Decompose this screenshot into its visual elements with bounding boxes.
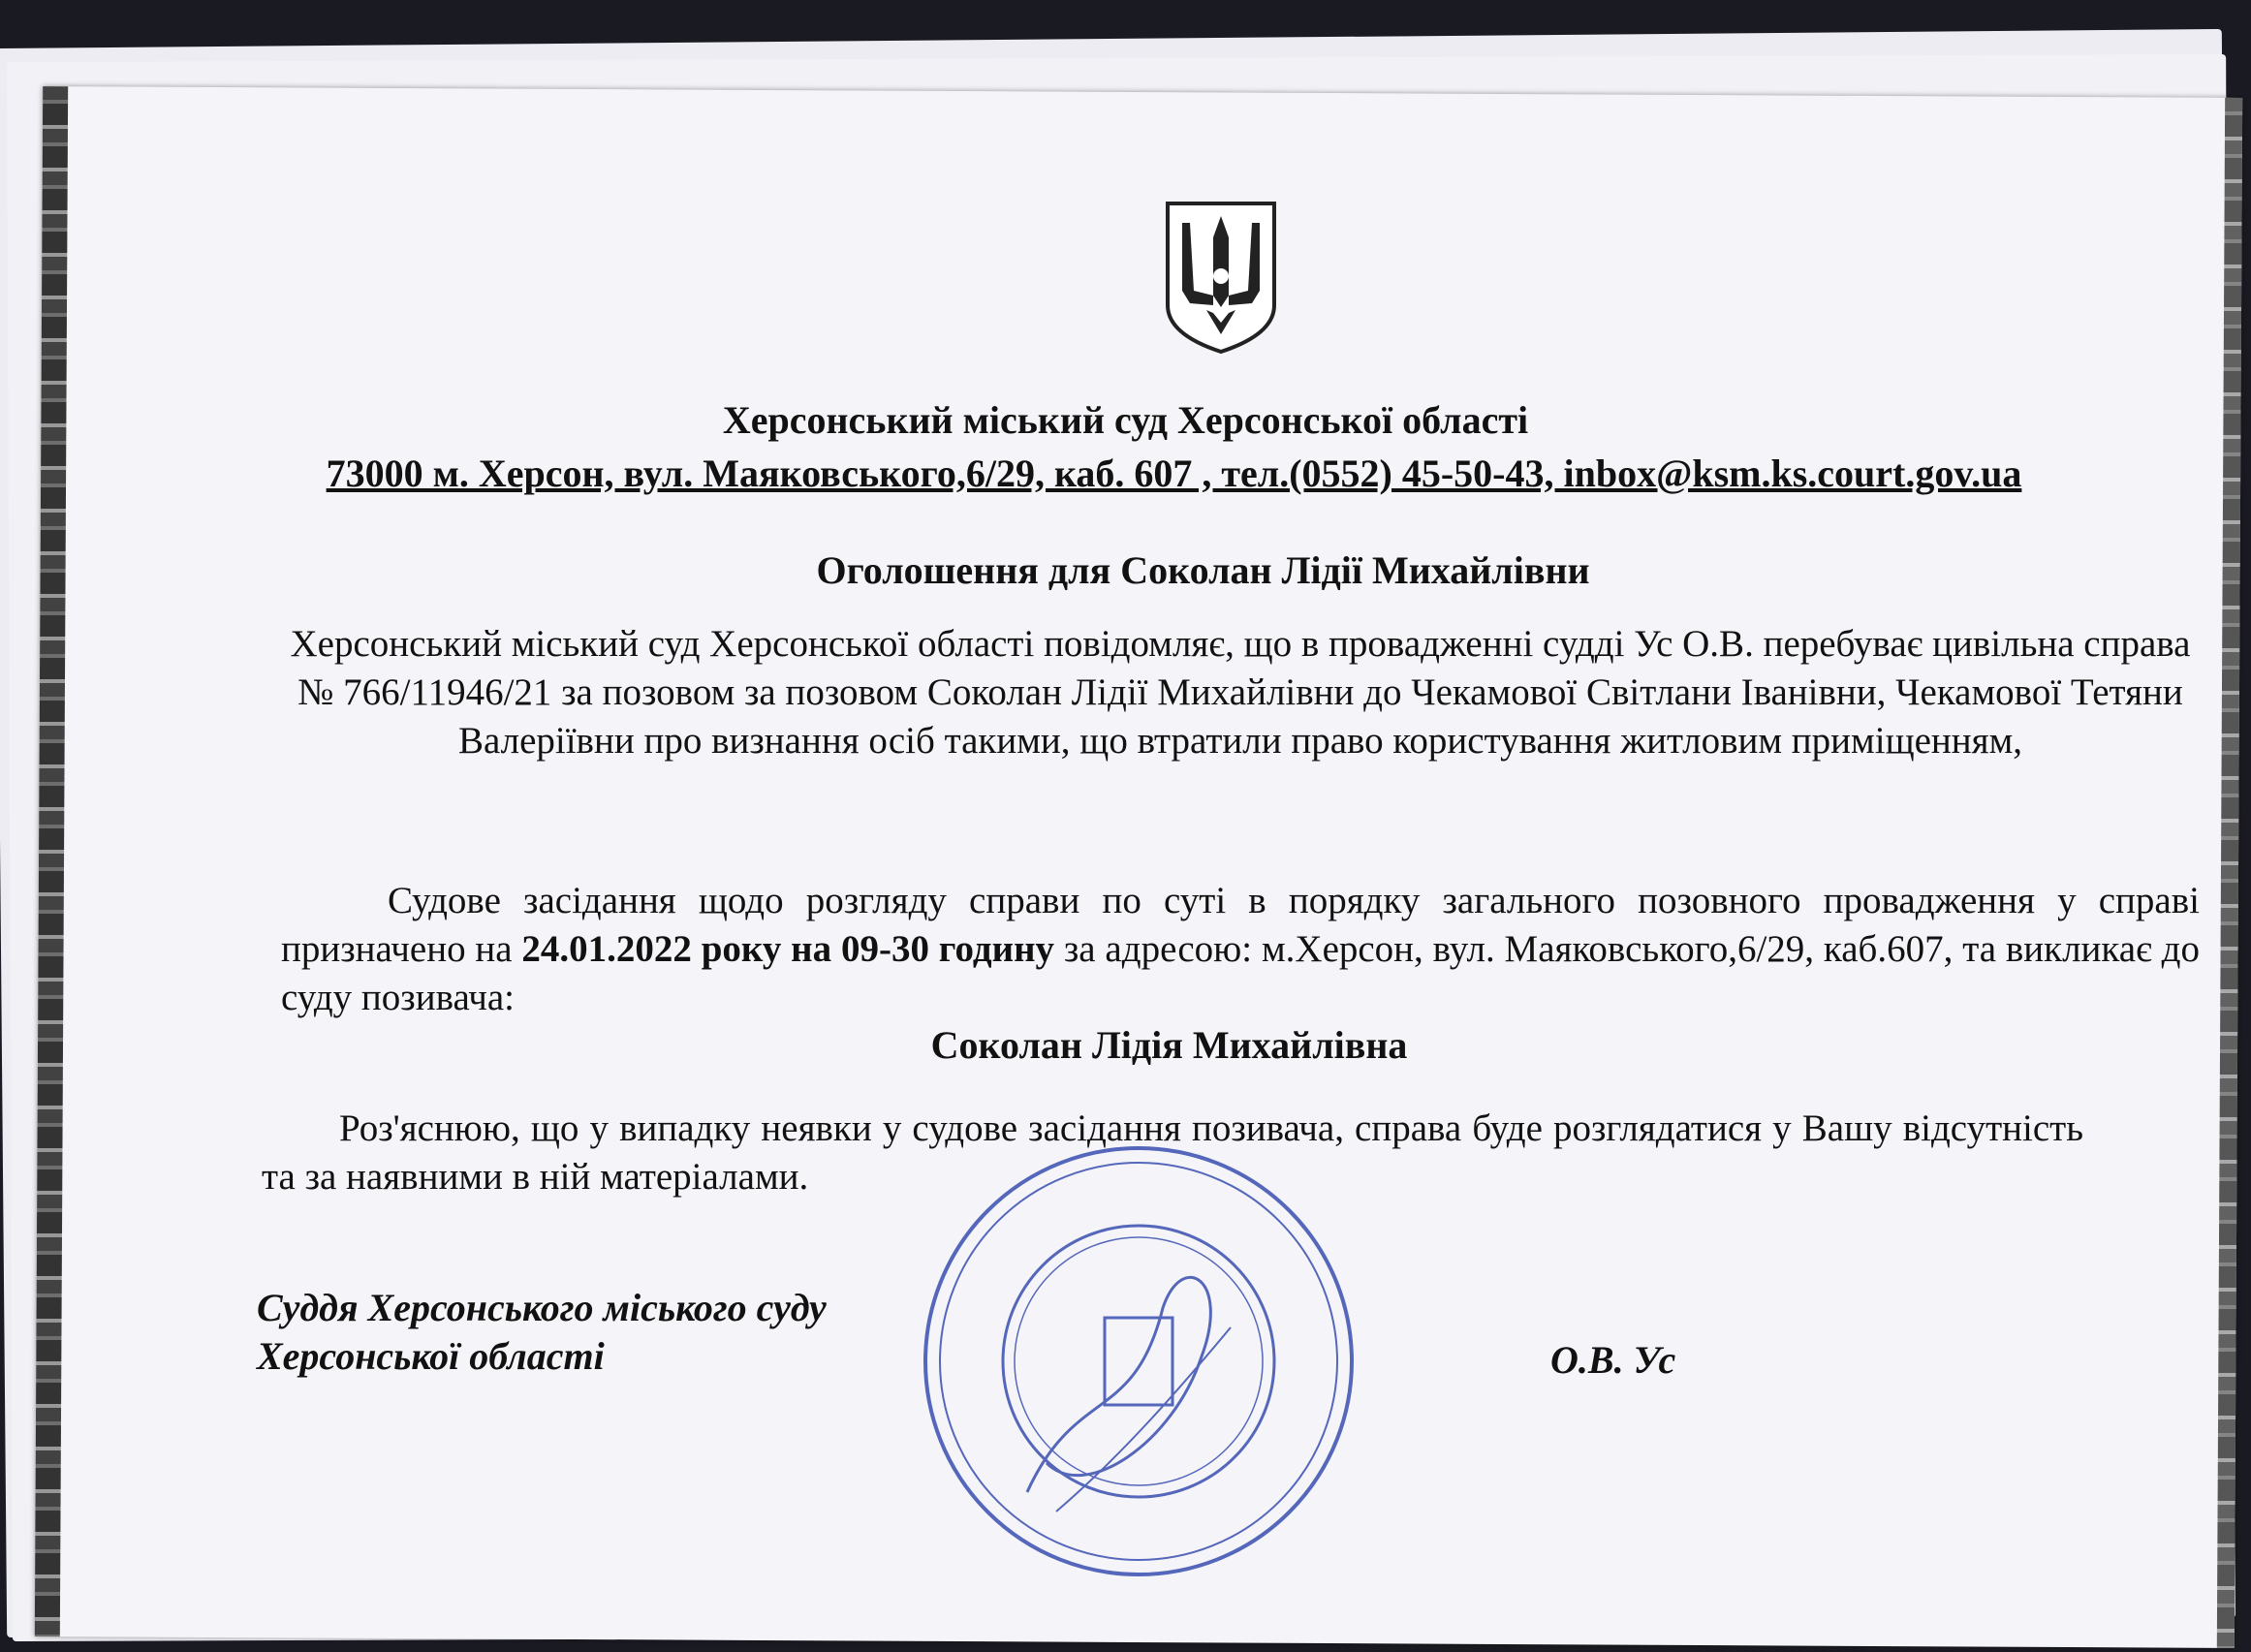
hearing-text-start: Судове засідання щодо розгляду справи по суті в порядку загального позовного провадження у справі призначено на (281, 880, 2200, 970)
court-address: 73000 м. Херсон, вул. Маяковського,6/29, каб. 607 , тел.(0552) 45-50-43, inbox@ksm.ks.court.gov.ua (326, 452, 2022, 495)
court-seal (911, 1134, 1366, 1589)
hearing-text-end: за адресою: м.Херсон, вул. Маяковського,6/29, каб.607, та викликає до суду позивача: (281, 928, 2200, 1018)
clarification-text: Роз'яснюю, що у випадку неявки у судове засідання позивача, справа буде розглядатися у Вашу відсутність та за наявними в ній матеріалами. (262, 1107, 2083, 1198)
plaintiff-name: Соколан Лідія Михайлівна (930, 1023, 1408, 1067)
announcement-title: Оголошення для Соколан Лідії Михайлівни (816, 548, 1590, 592)
announcement-paragraph-2 (281, 877, 2200, 1022)
court-title: Херсонський міський суд Херсонської області (722, 398, 1529, 442)
tryzub-icon (1163, 199, 1279, 354)
scan-edge-right (2217, 98, 2242, 1648)
signature-role (257, 1284, 827, 1381)
hearing-date: 24.01.2022 року на 09-30 годину (521, 928, 1055, 970)
announcement-paragraph-1: Херсонський міський суд Херсонської області повідомляє, що в провадженні судді Ус О.В. перебуває цивільна справа № 766/11946/21 за позовом за позовом Соколан Лідії Михайлівни до Чекамової Світлани Іванівни, Чекамової Тетяни Валеріївни про визнання осіб такими, що втратили право користування житловим приміщенням, (290, 623, 2191, 762)
signature-role-line-1: Суддя Херсонського міського суду (257, 1286, 827, 1329)
judge-name: О.В. Ус (1550, 1338, 1676, 1382)
signature-role-line-2: Херсонської області (257, 1334, 605, 1378)
